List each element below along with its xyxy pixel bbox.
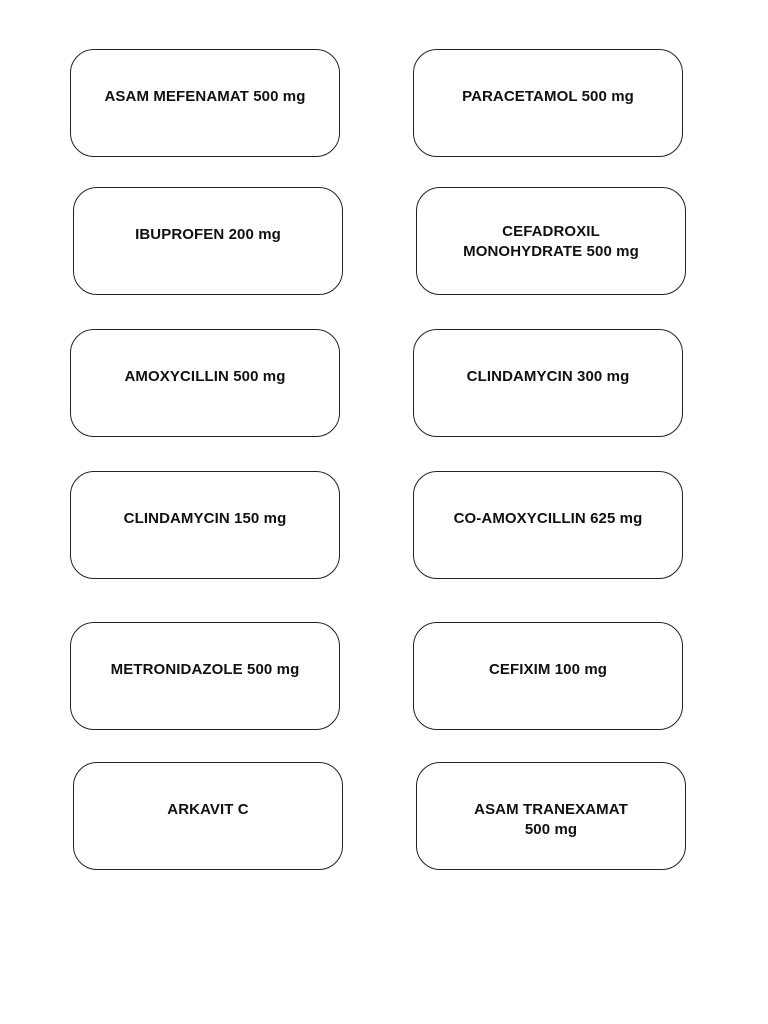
drug-label-text: CLINDAMYCIN 150 mg — [123, 510, 287, 527]
drug-label-arkavit-c — [73, 762, 343, 870]
drug-label-text: PARACETAMOL 500 mg — [462, 88, 634, 105]
drug-label-text: ASAM TRANEXAMAT 500 mg — [474, 801, 628, 838]
drug-label-text: ASAM MEFENAMAT 500 mg — [104, 88, 306, 105]
drug-label-text: ARKAVIT C — [167, 801, 249, 818]
drug-label-amoxycillin — [70, 329, 340, 437]
drug-label-clindamycin-300 — [413, 329, 683, 437]
drug-label-text: IBUPROFEN 200 mg — [135, 226, 281, 243]
drug-label-text: CEFADROXIL MONOHYDRATE 500 mg — [463, 223, 639, 260]
drug-label-text: CLINDAMYCIN 300 mg — [466, 368, 630, 385]
drug-label-cefixim — [413, 622, 683, 730]
drug-label-text: AMOXYCILLIN 500 mg — [124, 368, 286, 385]
drug-label-asam-tranexamat — [416, 762, 686, 870]
drug-label-text: CO-AMOXYCILLIN 625 mg — [453, 510, 643, 527]
drug-label-text: METRONIDAZOLE 500 mg — [110, 661, 300, 678]
drug-label-asam-mefenamat — [70, 49, 340, 157]
drug-label-co-amoxycillin — [413, 471, 683, 579]
drug-label-text: CEFIXIM 100 mg — [488, 661, 608, 678]
drug-label-cefadroxil — [416, 187, 686, 295]
drug-label-paracetamol — [413, 49, 683, 157]
drug-label-clindamycin-150 — [70, 471, 340, 579]
drug-label-ibuprofen — [73, 187, 343, 295]
drug-label-metronidazole — [70, 622, 340, 730]
